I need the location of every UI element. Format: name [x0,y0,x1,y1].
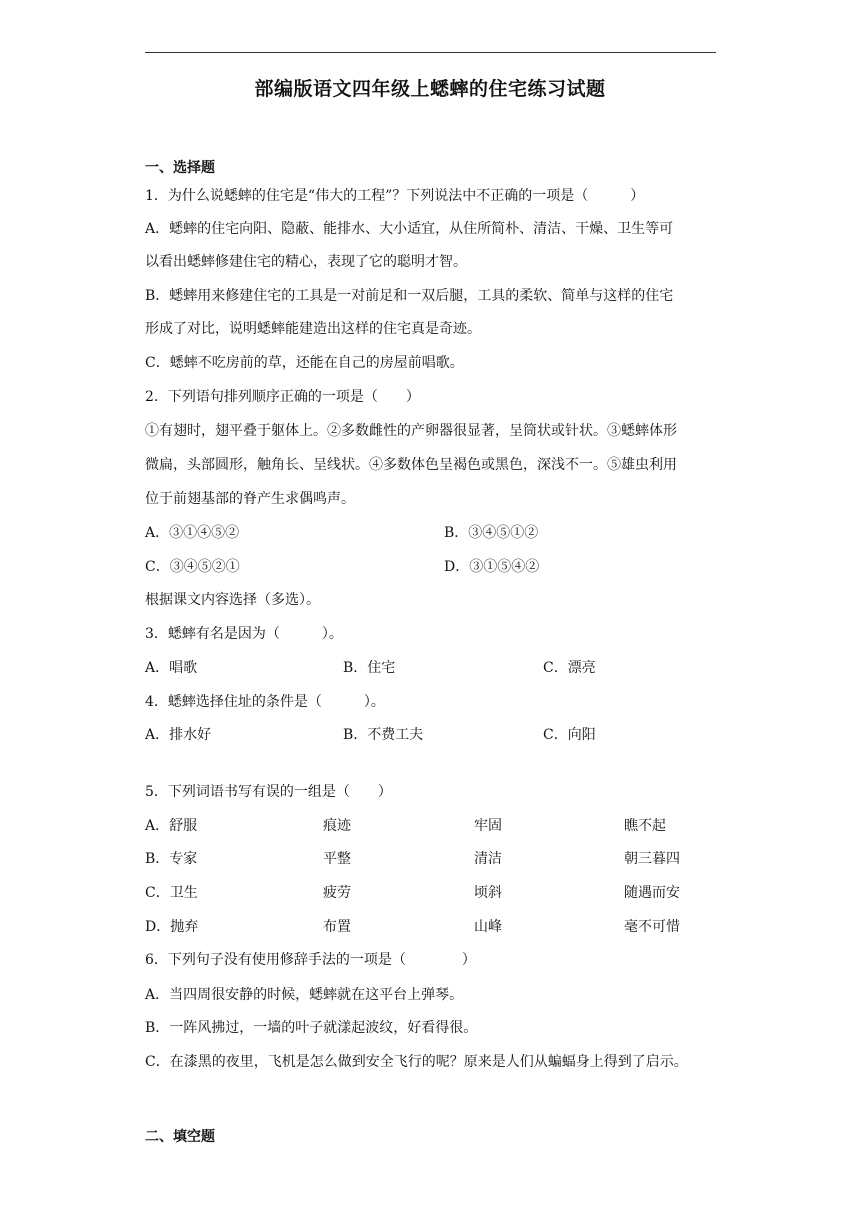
question-5-row-c-word-3: 顷斜 [474,885,502,901]
question-5-row-d-word-3: 山峰 [474,919,502,935]
question-6-option-b: B．一阵风拂过，一墙的叶子就漾起波纹，好看得很。 [145,1020,478,1036]
question-2-passage-line3: 位于前翅基部的脊产生求偶鸣声。 [145,491,355,507]
question-5-row-a-word-2: 痕迹 [323,818,351,834]
section-heading-fill-in: 二、填空题 [145,1129,215,1145]
question-2-passage-line1: ①有翅时，翅平叠于躯体上。②多数雌性的产卵器很显著，呈筒状或针状。③蟋蟀体形 [145,423,677,439]
question-2-option-c: C．③④⑤②① [145,559,240,575]
question-3-stem: 3．蟋蟀有名是因为（ ）。 [145,626,343,642]
question-6-stem: 6．下列句子没有使用修辞手法的一项是（ ） [145,952,476,968]
question-3-option-c: C．漂亮 [543,660,596,676]
question-1-option-a-line2: 以看出蟋蟀修建住宅的精心，表现了它的聪明才智。 [145,254,467,270]
header-rule [145,52,716,53]
question-1-stem: 1．为什么说蟋蟀的住宅是“伟大的工程”？下列说法中不正确的一项是（ ） [145,188,645,204]
question-1-option-a-line1: A．蟋蟀的住宅向阳、隐蔽、能排水、大小适宜，从住所简朴、清洁、干燥、卫生等可 [145,221,674,237]
document-title: 部编版语文四年级上蟋蟀的住宅练习试题 [254,78,606,100]
question-5-row-c-word-2: 疲劳 [323,885,351,901]
question-2-stem: 2．下列语句排列顺序正确的一项是（ ） [145,389,420,405]
question-5-row-d-word-2: 布置 [323,919,351,935]
instruction-note: 根据课文内容选择（多选）。 [145,592,320,608]
question-1-option-c: C．蟋蟀不吃房前的草，还能在自己的房屋前唱歌。 [145,355,464,371]
question-2-option-d: D．③①⑤④② [444,559,540,575]
question-5-row-b-word-3: 清洁 [474,851,502,867]
question-5-row-c-word-4: 随遇而安 [624,885,680,901]
question-5-stem: 5．下列词语书写有误的一组是（ ） [145,784,392,800]
question-6-option-c: C．在漆黑的夜里，飞机是怎么做到安全飞行的呢？原来是人们从蝙蝠身上得到了启示。 [145,1054,688,1070]
question-5-row-a-word-3: 牢固 [474,818,502,834]
question-5-row-a-word-1: A．舒服 [145,818,198,834]
question-3-option-a: A．唱歌 [145,660,198,676]
question-4-stem: 4．蟋蟀选择住址的条件是（ ）。 [145,694,385,710]
question-2-option-a: A．③①④⑤② [145,525,240,541]
question-1-option-b-line1: B．蟋蟀用来修建住宅的工具是一对前足和一双后腿，工具的柔软、简单与这样的住宅 [145,288,674,304]
question-2-option-b: B．③④⑤①② [444,525,539,541]
question-4-option-a: A．排水好 [145,727,212,743]
question-1-option-b-line2: 形成了对比，说明蟋蟀能建造出这样的住宅真是奇迹。 [145,321,481,337]
section-heading-choice: 一、选择题 [145,160,215,176]
question-5-row-b-word-2: 平整 [323,851,351,867]
question-3-option-b: B．住宅 [343,660,396,676]
question-5-row-b-word-1: B．专家 [145,851,198,867]
question-5-row-b-word-4: 朝三暮四 [624,851,680,867]
question-5-row-d-word-1: D．抛弃 [145,919,199,935]
question-5-row-a-word-4: 瞧不起 [624,818,666,834]
question-5-row-d-word-4: 毫不可惜 [624,919,680,935]
question-6-option-a: A．当四周很安静的时候，蟋蟀就在这平台上弹琴。 [145,987,464,1003]
question-4-option-c: C．向阳 [543,727,596,743]
question-2-passage-line2: 微扁，头部圆形，触角长、呈线状。④多数体色呈褐色或黑色，深浅不一。⑤雄虫利用 [145,457,677,473]
question-5-row-c-word-1: C．卫生 [145,885,198,901]
question-4-option-b: B．不费工夫 [343,727,424,743]
